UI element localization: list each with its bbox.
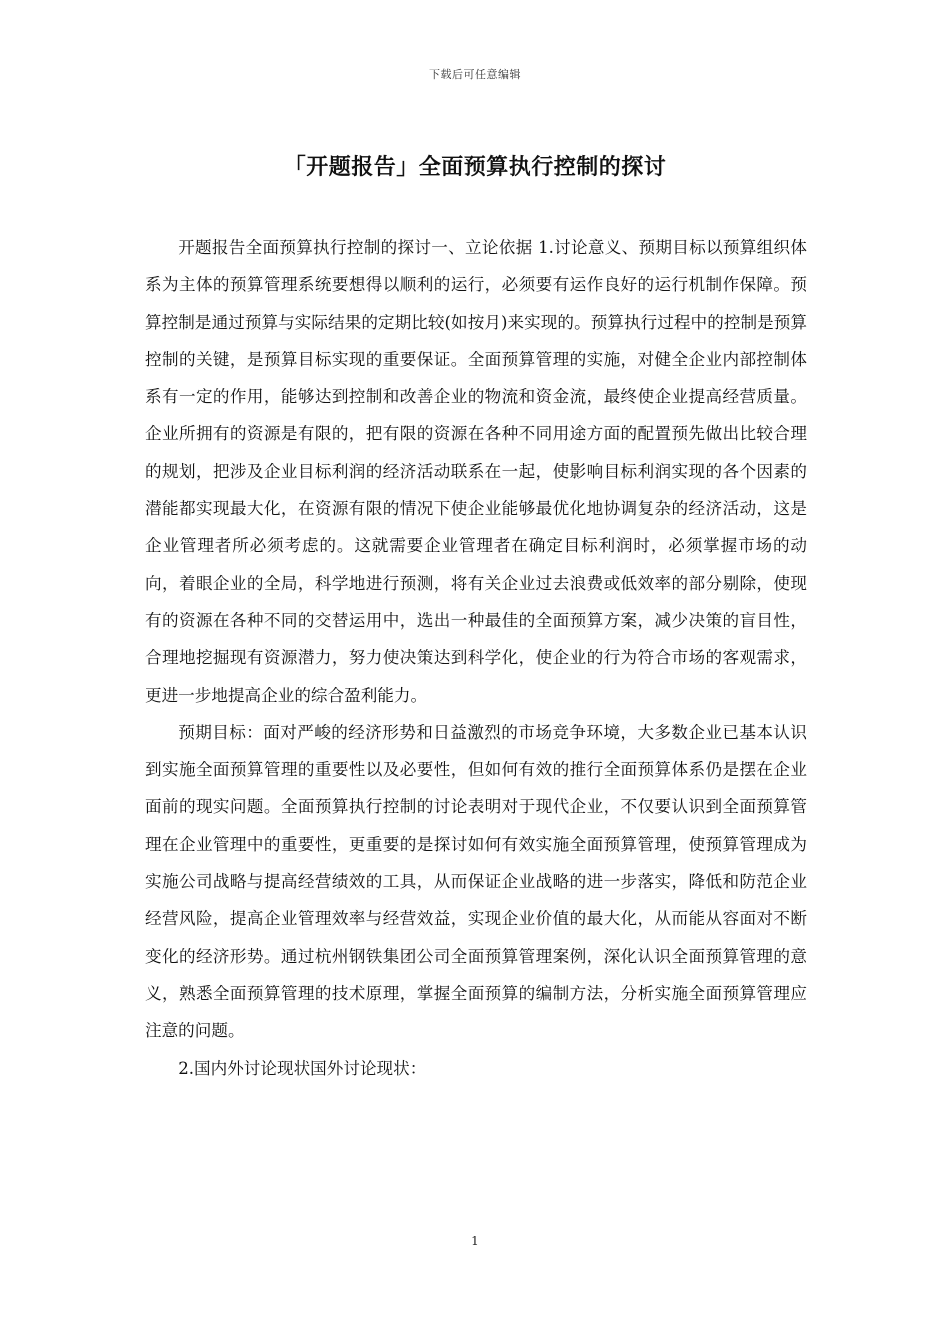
document-body: [145, 229, 807, 1087]
page-header-note: 下载后可任意编辑: [429, 68, 521, 81]
page-number: 1: [471, 1234, 479, 1248]
paragraph-research-status-heading: 2.国内外讨论现状国外讨论现状：: [178, 1058, 427, 1078]
paragraph-research-significance: 开题报告全面预算执行控制的探讨一、立论依据 1.讨论意义、预期目标以预算组织体系为主体的预算管理系统要想得以顺利的运行，必须要有运作良好的运行机制作保障。预算控制是通过预算与实际结果的定期比较(如按月)来实现的。预算执行过程中的控制是预算控制的关键，是预算目标实现的重要保证。全面预算管理的实施，对健全企业内部控制体系有一定的作用，能够达到控制和改善企业的物流和资金流，最终使企业提高经营质量。企业所拥有的资源是有限的，把有限的资源在各种不同用途方面的配置预先做出比较合理的规划，把涉及企业目标利润的经济活动联系在一起，使影响目标利润实现的各个因素的潜能都实现最大化，在资源有限的情况下使企业能够最优化地协调复杂的经济活动，这是企业管理者所必须考虑的。这就需要企业管理者在确定目标利润时，必须掌握市场的动向，着眼企业的全局，科学地进行预测，将有关企业过去浪费或低效率的部分剔除，使现有的资源在各种不同的交替运用中，选出一种最佳的全面预算方案，减少决策的盲目性，合理地挖掘现有资源潜力，努力使决策达到科学化，使企业的行为符合市场的客观需求，更进一步地提高企业的综合盈利能力。: [145, 238, 807, 705]
paragraph-expected-goals: 预期目标：面对严峻的经济形势和日益激烈的市场竞争环境，大多数企业已基本认识到实施全面预算管理的重要性以及必要性，但如何有效的推行全面预算体系仍是摆在企业面前的现实问题。全面预算执行控制的讨论表明对于现代企业，不仅要认识到全面预算管理在企业管理中的重要性，更重要的是探讨如何有效实施全面预算管理，使预算管理成为实施公司战略与提高经营绩效的工具，从而保证企业战略的进一步落实，降低和防范企业经营风险，提高企业管理效率与经营效益，实现企业价值的最大化，从而能从容面对不断变化的经济形势。通过杭州钢铁集团公司全面预算管理案例，深化认识全面预算管理的意义，熟悉全面预算管理的技术原理，掌握全面预算的编制方法，分析实施全面预算管理应注意的问题。: [145, 722, 807, 1041]
document-title: 「开题报告」全面预算执行控制的探讨: [283, 155, 667, 180]
